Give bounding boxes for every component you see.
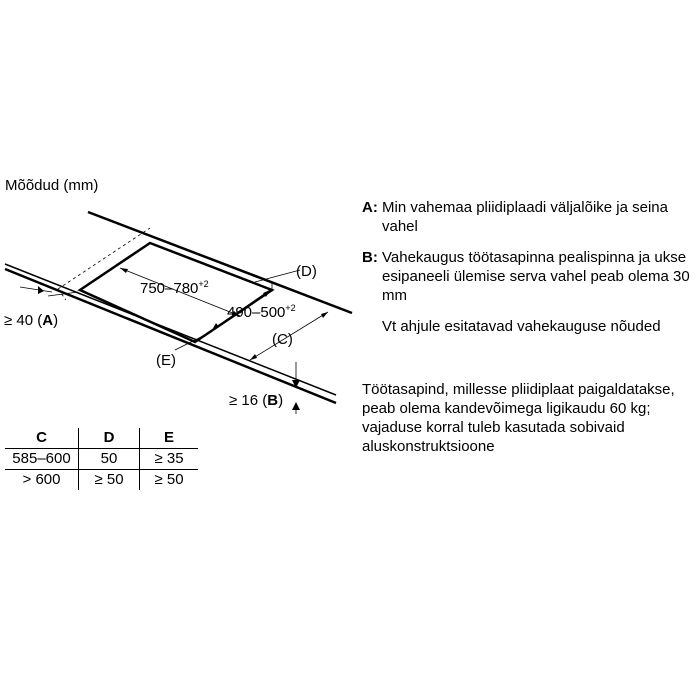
table-row bbox=[5, 470, 198, 491]
table-cell: ≥ 35 bbox=[140, 449, 199, 470]
label-e: (E) bbox=[156, 352, 176, 369]
table-header-d: D bbox=[79, 428, 140, 449]
note-a-text: Min vahemaa pliidiplaadi väljalõike ja seina vahel bbox=[382, 199, 668, 235]
b-arrow-bottom bbox=[292, 402, 300, 410]
table-header-row bbox=[5, 428, 198, 449]
note-a-key: A: bbox=[362, 199, 378, 216]
table-cell: 50 bbox=[79, 449, 140, 470]
worktop-note: Töötasapind, millesse pliidiplaat paigaldatakse, peab olema kandevõimega ligikaudu 60 kg; vajaduse korral tuleb kasutada sobivaid aluskonstruktsioone bbox=[362, 381, 675, 455]
note-oven-text: Vt ahjule esitatavad vahekauguse nõuded bbox=[382, 318, 661, 335]
table-cell: 585–600 bbox=[5, 449, 79, 470]
label-d: (D) bbox=[296, 263, 317, 280]
dimension-b-label: ≥ 16 (B) bbox=[229, 392, 284, 409]
a-dimension-line bbox=[20, 287, 52, 292]
page-title: Mõõdud (mm) bbox=[5, 177, 99, 194]
dimensions-table bbox=[5, 428, 198, 490]
table-cell: ≥ 50 bbox=[140, 470, 199, 491]
width-arrow-start bbox=[120, 268, 128, 273]
dimension-a-label: ≥ 40 (A) bbox=[4, 312, 59, 329]
note-a bbox=[362, 198, 692, 236]
note-b-key: B: bbox=[362, 249, 378, 266]
d-dimension-line bbox=[255, 270, 300, 282]
c-arrow-start bbox=[321, 312, 328, 318]
cutout-depth-label: $490-500^{+2}$ bbox=[227, 303, 296, 321]
label-c: (C) bbox=[272, 331, 293, 348]
table-header-e: E bbox=[140, 428, 199, 449]
a-arrow bbox=[38, 286, 44, 294]
c-arrow-end bbox=[250, 354, 257, 360]
table-row bbox=[5, 449, 198, 470]
note-b-text: Vahekaugus töötasapinna pealispinna ja ukse esipaneeli ülemise serva vahel peab olema 30 mm bbox=[382, 249, 690, 304]
note-oven bbox=[362, 317, 692, 336]
table-cell: > 600 bbox=[22, 471, 61, 488]
notes-block bbox=[362, 198, 692, 348]
wall-dashed-line bbox=[58, 228, 150, 289]
table-cell: ≥ 50 bbox=[79, 470, 140, 491]
cutout-width-label: $750-780^{+2}$ bbox=[140, 279, 209, 297]
note-b bbox=[362, 248, 692, 305]
table-header-c: C bbox=[5, 428, 79, 449]
